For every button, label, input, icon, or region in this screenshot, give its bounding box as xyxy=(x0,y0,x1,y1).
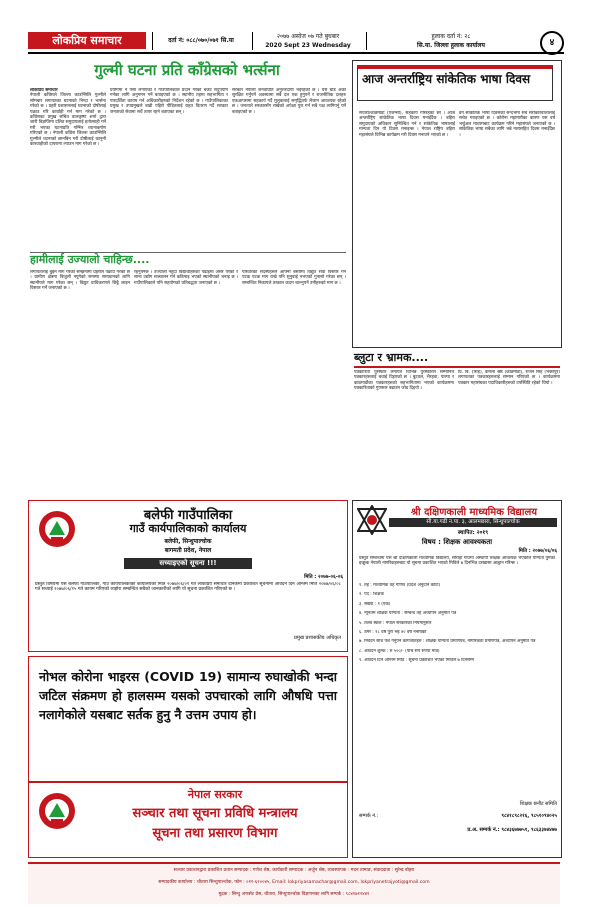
requirement-item: ७. निवेदन साथ पेश गर्नुपर्ने कागजातहरु : शैक्षिक योग्यता प्रमाणपत्र, नागरिकता प्रमाणपत्र, अध्यापन अनुमति पत्र xyxy=(359,639,536,645)
requirement-item: ६. उमेर : १८ वर्ष पुरा भई ४० वर्ष ननाघेको xyxy=(359,630,427,636)
footer-line-1: सञ्चार प्रकाशनद्वारा प्रकाशित प्रधान सम्पादक : गणेश श्रेष्ठ, कार्यकारी सम्पादक : अर्जुन श्रेष्ठ, व्यवस्थापक : मदन तामाङ, संवाददाता : सुरेन्द्र बोहरा xyxy=(173,868,415,873)
gaupalika-subtitle: गाउँ कार्यपालिकाको कार्यालय xyxy=(129,522,247,535)
article2-column-3: परिवारका सदस्यहरुले आफ्नो बस्तीमा विद्युत सेवा विस्तार गर्न पटक पटक माग राखे पनि सुनुवाई नभएको गुनासो गरेका छन् । सम्बन्धित निकायले तत्काल कदम चाल्नुपर्ने उनीहरुको माग छ । xyxy=(242,270,346,286)
requirement-item: २. पद : शिक्षक xyxy=(359,592,384,598)
covid-divider xyxy=(29,781,347,783)
article1-column-1 xyxy=(30,88,106,250)
article4-column-1: पत्रकारिता पुरस्कार लगायत विभिन्न पुरस्कारले सम्मानित पत्रकारहरुलाई बधाई दिइएको छ । बुटवल, भैरहवा, पाल्पा र काठमाडौंका पत्रकारहरुको सहभागितामा भएको कार्यक्रममा पत्रकारिताको गुणस्तर बढाउन जोड दिइयो । xyxy=(354,370,454,392)
footer-line-3: मुद्रक : सिन्धु अफसेट प्रेस, चौतारा, सिन्धुपाल्चोक विज्ञापनका लागि सम्पर्क : ९८४१७१२४४१ xyxy=(218,892,370,897)
school-address: सी.या.गढी न.पा. ३, आलमछारा, सिन्धुपाल्चोक xyxy=(389,518,557,527)
school-logo-icon xyxy=(357,505,387,535)
requirement-item: ८. आवेदन शुल्क : रु ५००/- (पाँच सय रुपैयाँ मात्र) xyxy=(359,648,440,654)
article1-headline: गुल्मी घटना प्रति काँग्रेसको भर्त्सना xyxy=(94,61,280,79)
article2-column-1: लगायतलाई बुझ्न माग गरेको सम्झनामा प्रहरीले पक्राउ गरेको छ । ग्रामीण क्षेत्रमा बिजुली नपुगेको समस्या समाधानको लागि स्थानीयले माग गरेका छन् । विद्युत प्राधिकरणले छिट्टै लाइन विस्तार गर्ने जनाएको छ । xyxy=(30,270,130,292)
article2-column-2: रहनुपर्नेछ । उज्यालो नहुँदा विद्यार्थीहरुको पढाइमा असर परेको र साना उद्योग सञ्चालन गर्न कठिनाइ भएको स्थानीयको भनाइ छ । गाउँपालिकाले पनि सहयोगको प्रतिबद्धता जनाएको छ । xyxy=(134,270,238,286)
school-date: मिति : २०७७/०६/०६ xyxy=(518,548,557,554)
covid-gov: नेपाल सरकार xyxy=(187,788,243,801)
school-notice xyxy=(352,500,562,858)
postal-reg: हुलाक दर्ता नं: २८ xyxy=(431,33,471,40)
date-nepali: २०७७ असोज ०७ गते बुधबार xyxy=(276,33,340,40)
article3-column-1: सप्तरी/काठमाडौं (एजेन्सी), सहकार्य गरिरहेका छौं । आज अन्तर्राष्ट्रिय सांकेतिक भाषा दिवस मनाइँदैछ । बहिरा समुदायको अधिकार सुनिश्चित गर्न र सांकेतिक भाषालाई मान्यता दिन यो दिवस मनाइन्छ । नेपाल राष्ट्रिय बहिरा महासंघले विभिन्न कार्यक्रम गरी दिवस मनाउने भएको छ । xyxy=(359,111,455,138)
covid-dept: सूचना तथा प्रसारण विभाग xyxy=(152,826,278,841)
newspaper-logo: लोकप्रिय समाचार xyxy=(28,32,146,49)
postal-office: सि.या. जिल्ला हुलाक कार्यालय xyxy=(417,42,485,49)
sign-language-article xyxy=(352,60,562,348)
article1-byline: लोकप्रिय समाचार xyxy=(30,88,58,93)
school-title: श्री दक्षिणकाली माध्यमिक विद्यालय xyxy=(410,507,538,518)
masthead xyxy=(28,30,564,54)
nepal-emblem-icon-2 xyxy=(37,791,77,831)
article4-column-2: प्रि. बि. (सिंह), कमला श्रेष्ठ (काठमाडौं), राजन सिंह (भक्तपुर) लगायतका पत्रकारहरुलाई सम्मान गरिएको छ । कार्यक्रममा पत्रकार महासंघका पदाधिकारीहरुको उपस्थिति रहेको थियो । xyxy=(458,370,560,386)
postal-info xyxy=(366,32,535,50)
article1-text-1: नेपाली काँग्रेसले जिल्ला काउन्सिलि गुल्मीले सोमबार लगायतका घटनाको निन्दा र भर्त्सना गरेको छ । प्रहरी प्रशासनलाई घटनाको दोषीलाई पक्राउ गरि कार्वाही गर्न माग गरेको छ । काँग्रेसका प्रमुख सचिव वालकृष्ण शर्मा द्वारा जारी विज्ञप्तिमा दलित समुदायलाई हतोत्साही गर्ने गरी भएका घटनाप्रति गम्भिर ध्यानाकर्षण गरिएको छ । नेपाली काँग्रेस जिल्ला काउन्सिलि गुल्मीले घटनाको छानबिन गरी दोषीलाई कानुनी कारवाहीको दायरामा ल्याउन माग गरेको छ । xyxy=(30,93,106,148)
article1-column-3: सरकार नेपाली जनताप्रति अनुत्तरदायी भईरहेको छ । यस घडि अर्को सुरक्षित गर्नुपर्ने अवस्थामा सबै दल एक हुनुपर्ने र राजनीतिक दलहरु एकआपसमा सहकार्य गर्दै मुलुकलाई समृद्धितर्फ लैजान आवश्यक रहेको छ । जनताले सरकारसँग राखेको अपेक्षा पुरा गर्न सबै पक्ष लागिपर्नु पर्ने बताइएको छ । xyxy=(232,88,346,115)
covid-notice xyxy=(28,656,348,858)
date-english: 2020 Sept 23 Wednesday xyxy=(265,42,351,49)
article3-headline: आज अन्तर्राष्ट्रिय सांकेतिक भाषा दिवस xyxy=(357,65,553,101)
gaupalika-province: बागमती प्रदेश, नेपाल xyxy=(164,547,212,554)
requirement-item: ९. आवेदन दिने अन्तिम मिति : सूचना प्रकाशित भएको मितिले ७ दिनसम्म xyxy=(359,658,474,664)
covid-ministry: सञ्चार तथा सूचना प्रविधि मन्त्रालय xyxy=(132,806,298,821)
school-established: स्थापित: २०१९ xyxy=(457,530,489,536)
school-phones: ९८४१८९८२१६, ९८५१०९४०२५ xyxy=(501,813,557,819)
gaupalika-notice xyxy=(28,500,348,652)
requirement-item: १. तह : माध्यमिक तह गणित (प्रदेश अनुदान कोटा) xyxy=(359,583,441,588)
gaupalika-date: मिति : २०७७-०६-०६ xyxy=(304,574,343,580)
requirement-item: ५. तलब स्केल : नेपाल सरकारको नियमानुसार xyxy=(359,620,432,626)
school-contact: प्र.अ. सम्पर्क नं.: ९८४३६७७७५१, ९८६३३७४४७७ xyxy=(467,827,557,833)
gaupalika-signature: प्रमुख प्रशासकीय अधिकृत xyxy=(294,635,341,641)
corrected-notice-bar: सच्याइएको सूचना !!! xyxy=(124,558,252,569)
footer-line-2: सम्पादकीय कार्यालय : चौतारा सिन्धुपाल्चोक, फोन : ०११-६२००४५, Email: lokpriyasamachar@gmail.com, lokpriyanetrajyoti@gmail.com xyxy=(158,880,430,885)
page-number: ४ xyxy=(540,31,564,55)
gaupalika-title: बलेफी गाउँपालिका xyxy=(143,508,233,523)
school-subject: विषय : शिक्षक आवश्यकता xyxy=(421,538,493,546)
school-requirements xyxy=(359,583,555,668)
gaupalika-body: प्रस्तुत विषयमा यस बलेफी गाउँपालिका, गाउँ कार्यपालिकाको कार्यालयको मिति २०७७/०६/०१ गते लोकप्रिय समाचार दैनिकमा प्रकाशित सूचनामा आवेदन दिने अन्तिम मिति २०७७/०६/०८ गते सच्याई २०७७/०६/१५ गते कायम गरिएको व्यहोरा सम्बन्धित सबैको जानकारीको लागि यो सूचना प्रकाशित गरिएको छ । xyxy=(35,582,341,593)
school-signature: शिक्षक छनौट समिति xyxy=(519,801,557,807)
covid-text: नोभल कोरोना भाइरस (COVID 19) सामान्य रुघाखोकी भन्दा जटिल संक्रमण हो हालसम्म यसको उपचारको लागि औषधि पत्ता नलागेकोले यसबाट सर्तक हुनु नै उत्तम उपाय हो। xyxy=(39,669,337,722)
gaupalika-address: बलेफी, सिन्धुपाल्चोक xyxy=(164,538,212,545)
article3-column-2: डग सांकेतिक भाषा दिवसको सन्दर्भमा सबै सरोकारवालालाई सचेत गराइएको छ । कोरोना महामारीका कारण यस वर्ष भर्चुअल माध्यमबाट कार्यक्रम गरिने महासंघले जनाएको छ । सांकेतिक भाषा सबैका लागि भन्ने नारासहित दिवस मनाइँदैछ । xyxy=(459,111,555,138)
requirement-item: ४. न्यूनतम शैक्षिक योग्यता : सम्बन्ध तह अध्यापन अनुमति पत्र xyxy=(359,611,457,617)
registration-number: दर्ता नं: ०८८/०७०/०७१ सि.या xyxy=(152,32,249,50)
requirement-item: ३. संख्या : १ (एक) xyxy=(359,601,391,607)
school-contact-label: सम्पर्क नं.: xyxy=(359,813,379,819)
issue-date xyxy=(252,32,363,50)
school-body: प्रस्तुत सम्बन्धमा यस श्री दक्षिणकाली माध्यमिक विद्यालय, सौराहा गाँउमा अस्थायी शिक्षक आवश्यक भएकोले योग्यता पुगेका इच्छुक नेपाली नागरिकहरुबाट यो सूचना प्रकाशित भएको मितिले ७ दिनभित्र दरखास्त आह्वान गरिन्छ । xyxy=(359,556,555,567)
page-footer xyxy=(28,862,560,904)
article1-column-2: प्रयोगमा ने पैसा लगाएकाे र गाउँपालिकाले प्रदान गरेको बजेट सदुपयोग गर्नका लागि अनुगमन गर्ने बताइएको छ । स्थानीय तहमा सहभागिता र पारदर्शिता कायम गर्न अधिकारीहरुको निर्देशन रहेको छ । गाउँपालिकाका प्रमुख र उपप्रमुखले बाढी पहिरो पीडितलाई राहत वितरण गर्दै सरकार जनताको सेवामा सधैं तत्पर रहने बताएका छन् । xyxy=(110,88,228,115)
article4-headline: ब्लुटा र भ्रामक.... xyxy=(354,350,560,368)
article2-headline: हामीलाई उज्यालो चाहिन्छ.... xyxy=(30,252,346,267)
